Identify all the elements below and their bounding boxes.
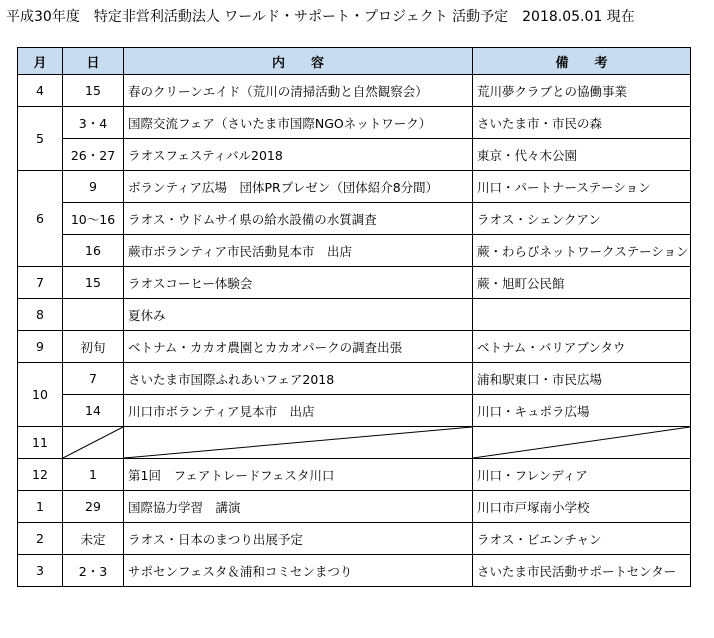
day-cell: 2・3	[63, 555, 124, 587]
day-cell: 16	[63, 235, 124, 267]
content-cell: ボランティア広場 団体PRプレゼン（団体紹介8分間）	[124, 171, 473, 203]
note-cell: 浦和駅東口・市民広場	[473, 363, 691, 395]
table-row	[18, 75, 691, 107]
content-cell: さいたま市国際ふれあいフェア2018	[124, 363, 473, 395]
diagonal-slash	[124, 427, 472, 458]
content-cell: 夏休み	[124, 299, 473, 331]
month-cell: 8	[18, 299, 63, 331]
header-month: 月	[18, 48, 63, 75]
content-cell: ベトナム・カカオ農園とカカオパークの調査出張	[124, 331, 473, 363]
header-note: 備 考	[473, 48, 691, 75]
empty-content-cell	[124, 427, 473, 459]
month-cell: 11	[18, 427, 63, 459]
month-cell: 12	[18, 459, 63, 491]
note-cell: さいたま市・市民の森	[473, 107, 691, 139]
month-cell: 9	[18, 331, 63, 363]
month-cell: 7	[18, 267, 63, 299]
note-cell: ラオス・ビエンチャン	[473, 523, 691, 555]
day-cell: 9	[63, 171, 124, 203]
month-cell: 2	[18, 523, 63, 555]
document-title: 平成30年度 特定非営利活動法人 ワールド・サポート・プロジェクト 活動予定 2018.05.01 現在	[6, 9, 635, 25]
table-row	[18, 491, 691, 523]
day-cell: 7	[63, 363, 124, 395]
note-cell: 東京・代々木公園	[473, 139, 691, 171]
content-cell: 川口市ボランティア見本市 出店	[124, 395, 473, 427]
note-cell: ラオス・シェンクアン	[473, 203, 691, 235]
content-cell: ラオス・日本のまつり出展予定	[124, 523, 473, 555]
table-row	[18, 171, 691, 203]
day-cell: 10〜16	[63, 203, 124, 235]
day-cell: 1	[63, 459, 124, 491]
content-cell: ラオスフェスティバル2018	[124, 139, 473, 171]
table-row	[18, 395, 691, 427]
empty-day-cell	[63, 427, 124, 459]
day-cell: 3・4	[63, 107, 124, 139]
header-row	[18, 48, 691, 75]
table-row	[18, 363, 691, 395]
table-row	[18, 267, 691, 299]
month-cell: 3	[18, 555, 63, 587]
note-cell: 蕨・わらびネットワークステーション	[473, 235, 691, 267]
schedule-table	[17, 47, 691, 587]
table-row	[18, 427, 691, 459]
diagonal-slash	[473, 427, 690, 458]
content-cell: 国際協力学習 講演	[124, 491, 473, 523]
content-cell: サポセンフェスタ＆浦和コミセンまつり	[124, 555, 473, 587]
empty-note-cell	[473, 427, 691, 459]
table-row	[18, 139, 691, 171]
month-cell: 1	[18, 491, 63, 523]
content-cell: 国際交流フェア（さいたま市国際NGOネットワーク）	[124, 107, 473, 139]
month-cell: 6	[18, 171, 63, 267]
day-cell: 未定	[63, 523, 124, 555]
content-cell: 蕨市ボランティア市民活動見本市 出店	[124, 235, 473, 267]
table-row	[18, 523, 691, 555]
day-cell: 15	[63, 75, 124, 107]
table-row	[18, 107, 691, 139]
day-cell: 29	[63, 491, 124, 523]
table-row	[18, 459, 691, 491]
content-cell: 春のクリーンエイド（荒川の清掃活動と自然観察会）	[124, 75, 473, 107]
table-row	[18, 203, 691, 235]
note-cell: さいたま市民活動サポートセンター	[473, 555, 691, 587]
month-cell: 10	[18, 363, 63, 427]
content-cell: ラオス・ウドムサイ県の給水設備の水質調査	[124, 203, 473, 235]
note-cell: 荒川夢クラブとの協働事業	[473, 75, 691, 107]
diagonal-slash	[63, 427, 123, 458]
note-cell: 川口・キュポラ広場	[473, 395, 691, 427]
table-row	[18, 235, 691, 267]
header-day: 日	[63, 48, 124, 75]
table-row	[18, 299, 691, 331]
month-cell: 4	[18, 75, 63, 107]
day-cell: 初旬	[63, 331, 124, 363]
day-cell	[63, 299, 124, 331]
day-cell: 26・27	[63, 139, 124, 171]
month-cell: 5	[18, 107, 63, 171]
table-row	[18, 331, 691, 363]
content-cell: 第1回 フェアトレードフェスタ川口	[124, 459, 473, 491]
day-cell: 15	[63, 267, 124, 299]
note-cell	[473, 299, 691, 331]
note-cell: 蕨・旭町公民館	[473, 267, 691, 299]
note-cell: 川口・パートナーステーション	[473, 171, 691, 203]
table-row	[18, 555, 691, 587]
note-cell: 川口・フレンディア	[473, 459, 691, 491]
header-content: 内 容	[124, 48, 473, 75]
note-cell: ベトナム・バリアブンタウ	[473, 331, 691, 363]
content-cell: ラオスコーヒー体験会	[124, 267, 473, 299]
note-cell: 川口市戸塚南小学校	[473, 491, 691, 523]
day-cell: 14	[63, 395, 124, 427]
